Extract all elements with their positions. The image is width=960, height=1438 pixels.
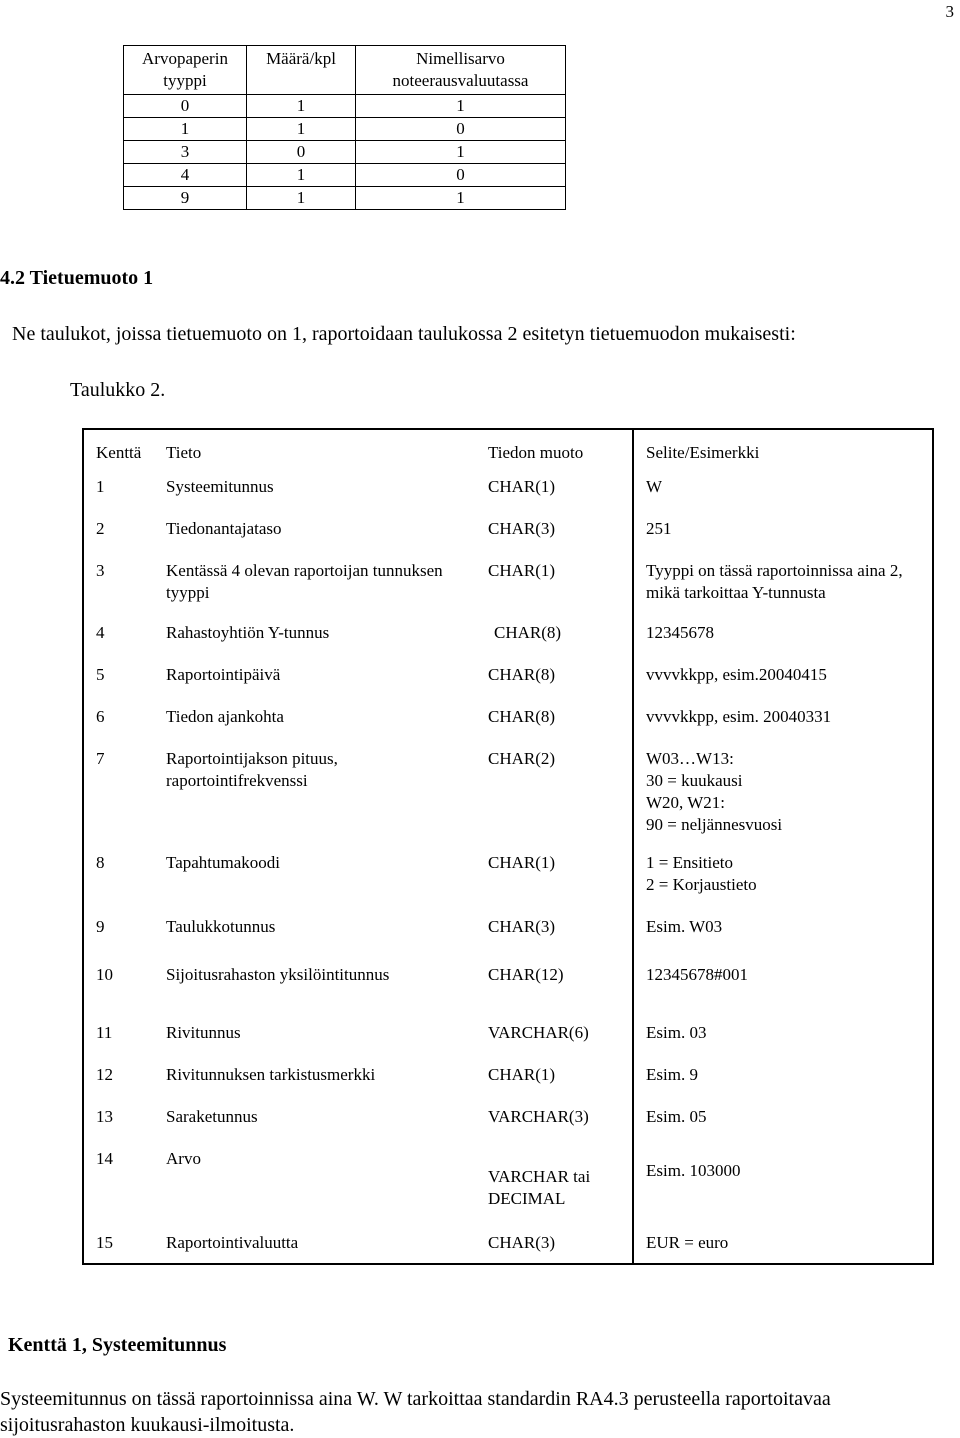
table-cell: 5 xyxy=(96,665,105,684)
table-cell: Taulukkotunnus xyxy=(166,917,276,936)
table-cell: 7 xyxy=(96,749,105,768)
table-row xyxy=(83,694,933,736)
table-cell: CHAR(3) xyxy=(480,1220,633,1264)
table-cell: Esim. W03 xyxy=(646,917,723,936)
table-cell: 0 xyxy=(247,141,356,164)
table-row xyxy=(83,506,933,548)
table-cell: 1 xyxy=(247,118,356,141)
table-cell: 0 xyxy=(124,95,247,118)
table-cell: Kentässä 4 olevan raportoijan tunnuksen tyyppi xyxy=(166,561,443,602)
table-cell: 1 xyxy=(247,187,356,210)
table-cell: Raportointivaluutta xyxy=(166,1233,299,1252)
table-cell: 9 xyxy=(124,187,247,210)
table-cell: 1 xyxy=(356,187,566,210)
table-cell: VARCHAR(3) xyxy=(480,1094,633,1136)
table-row xyxy=(83,1052,933,1094)
table-caption: Taulukko 2. xyxy=(70,379,166,401)
header-cell: Arvopaperin tyyppi xyxy=(124,46,247,95)
header-cell: Kenttä xyxy=(96,443,142,462)
table-row xyxy=(83,464,933,506)
table-row xyxy=(83,952,933,1010)
table-cell: VARCHAR(6) xyxy=(480,1010,633,1052)
header-cell: Tieto xyxy=(166,443,202,462)
table-row xyxy=(83,1220,933,1264)
table-cell: 6 xyxy=(96,707,105,726)
table-cell: Esim. 05 xyxy=(646,1107,707,1126)
table-cell: CHAR(12) xyxy=(480,952,633,1010)
header-cell: Määrä/kpl xyxy=(247,46,356,95)
page-number: 3 xyxy=(945,2,954,21)
table-row xyxy=(83,904,933,952)
table-row xyxy=(83,1094,933,1136)
table-cell: Rivitunnuksen tarkistusmerkki xyxy=(166,1065,376,1084)
table-cell: 11 xyxy=(96,1023,113,1042)
table-cell: Tiedonantajataso xyxy=(166,519,282,538)
table-cell: 8 xyxy=(96,853,105,872)
intro-paragraph: Ne taulukot, joissa tietuemuoto on 1, raportoidaan taulukossa 2 esitetyn tietuemuodon mukaisesti: xyxy=(12,323,796,345)
table-cell: CHAR(8) xyxy=(480,694,633,736)
table-cell: 2 xyxy=(96,519,105,538)
table-cell: Rahastoyhtiön Y-tunnus xyxy=(166,623,330,642)
table-cell: CHAR(8) xyxy=(480,610,633,652)
table-cell: 1 = Ensitieto 2 = Korjaustieto xyxy=(646,853,757,894)
table-cell: 0 xyxy=(356,164,566,187)
table-row xyxy=(83,1136,933,1220)
table-cell: vvvvkkpp, esim.20040415 xyxy=(646,665,827,684)
table-cell: Tiedon ajankohta xyxy=(166,707,284,726)
table-header-row xyxy=(83,429,933,464)
table-cell: CHAR(1) xyxy=(480,840,633,904)
table-cell: Raportointipäivä xyxy=(166,665,281,684)
table-cell: 3 xyxy=(124,141,247,164)
table-cell: 0 xyxy=(356,118,566,141)
table-row xyxy=(83,736,933,840)
table-cell: Saraketunnus xyxy=(166,1107,258,1126)
table-cell: Rivitunnus xyxy=(166,1023,241,1042)
table-row xyxy=(83,840,933,904)
table-cell: Esim. 103000 xyxy=(646,1161,741,1180)
table-cell: 15 xyxy=(96,1233,113,1252)
table-cell: 4 xyxy=(124,164,247,187)
table-cell: CHAR(3) xyxy=(480,506,633,548)
table-cell: 12345678#001 xyxy=(646,965,748,984)
table-row xyxy=(124,141,566,164)
table-cell: CHAR(2) xyxy=(480,736,633,840)
table-cell: 10 xyxy=(96,965,113,984)
table-cell: 1 xyxy=(356,141,566,164)
table-cell: W xyxy=(646,477,663,496)
table-row xyxy=(83,1010,933,1052)
table-cell: CHAR(1) xyxy=(480,464,633,506)
table-cell: Tyyppi on tässä raportoinnissa aina 2, mikä tarkoittaa Y-tunnusta xyxy=(646,561,903,602)
table-cell: 12345678 xyxy=(646,623,714,642)
table-row xyxy=(124,164,566,187)
table-cell: Esim. 03 xyxy=(646,1023,707,1042)
table-cell: Sijoitusrahaston yksilöintitunnus xyxy=(166,965,390,984)
table-row xyxy=(83,610,933,652)
table-row xyxy=(124,118,566,141)
table-header-row xyxy=(124,46,566,95)
table-cell: EUR = euro xyxy=(646,1233,729,1252)
body-paragraph: Systeemitunnus on tässä raportoinnissa aina W. W tarkoittaa standardin RA4.3 perusteella raportoitavaa sijoitusrahaston kuukausi-ilmoitusta. xyxy=(0,1388,831,1436)
header-cell: Tiedon muoto xyxy=(480,429,633,464)
table-cell: 1 xyxy=(247,164,356,187)
table-cell: Raportointijakson pituus, raportointifrekvenssi xyxy=(166,749,338,790)
section-heading: 4.2 Tietuemuoto 1 xyxy=(0,267,154,289)
header-cell: Nimellisarvo noteerausvaluutassa xyxy=(356,46,566,95)
table-cell: 12 xyxy=(96,1065,113,1084)
table-cell: 14 xyxy=(96,1149,113,1168)
table-cell: W03…W13: 30 = kuukausi W20, W21: 90 = neljännesvuosi xyxy=(646,749,783,834)
table-cell: CHAR(3) xyxy=(480,904,633,952)
table-cell: Systeemitunnus xyxy=(166,477,274,496)
table-cell: Tapahtumakoodi xyxy=(166,853,281,872)
table-row xyxy=(124,95,566,118)
table-cell: 9 xyxy=(96,917,105,936)
record-format-table xyxy=(82,428,934,1265)
table-cell: 1 xyxy=(124,118,247,141)
header-cell: Selite/Esimerkki xyxy=(646,443,760,462)
table-cell: CHAR(1) xyxy=(480,1052,633,1094)
table-cell: Esim. 9 xyxy=(646,1065,698,1084)
table-cell: 13 xyxy=(96,1107,113,1126)
table-row xyxy=(83,548,933,610)
table-cell: CHAR(8) xyxy=(480,652,633,694)
security-type-table xyxy=(123,45,566,210)
table-cell: 4 xyxy=(96,623,105,642)
table-cell: 1 xyxy=(96,477,105,496)
subsection-heading: Kenttä 1, Systeemitunnus xyxy=(8,1334,227,1356)
table-row xyxy=(124,187,566,210)
table-cell: Arvo xyxy=(166,1149,201,1168)
table-cell: VARCHAR tai DECIMAL xyxy=(480,1136,633,1220)
table-cell: CHAR(1) xyxy=(480,548,633,610)
table-row xyxy=(83,652,933,694)
table-cell: 1 xyxy=(356,95,566,118)
table-cell: vvvvkkpp, esim. 20040331 xyxy=(646,707,832,726)
table-cell: 1 xyxy=(247,95,356,118)
table-cell: 251 xyxy=(646,519,672,538)
table-cell: 3 xyxy=(96,561,105,580)
